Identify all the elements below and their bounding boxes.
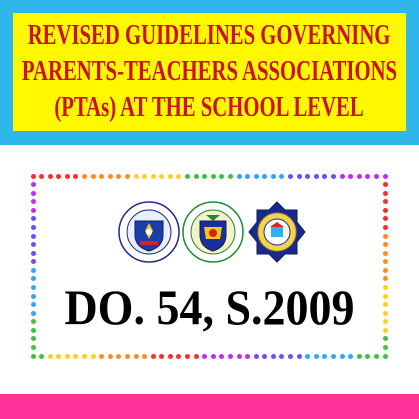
frame-dot — [340, 354, 345, 359]
frame-dot — [73, 354, 78, 359]
header-band — [0, 0, 419, 145]
frame-dot — [125, 174, 130, 179]
frame-dot — [383, 354, 388, 359]
frame-dot — [383, 234, 388, 239]
logo-row — [118, 196, 308, 268]
frame-dot — [383, 259, 388, 264]
frame-dot — [108, 174, 113, 179]
frame-dot — [73, 174, 78, 179]
footer-band — [0, 394, 419, 419]
frame-dot — [305, 174, 310, 179]
frame-dot — [331, 174, 336, 179]
frame-dot — [134, 354, 139, 359]
frame-dot — [365, 174, 370, 179]
frame-dot — [91, 354, 96, 359]
frame-dot — [176, 174, 181, 179]
frame-dot — [365, 354, 370, 359]
frame-dot — [254, 354, 259, 359]
frame-dot — [262, 354, 267, 359]
frame-dot — [314, 174, 319, 179]
frame-dot — [305, 354, 310, 359]
frame-dot — [31, 182, 36, 187]
frame-dot — [134, 174, 139, 179]
frame-dot — [357, 174, 362, 179]
frame-dot — [125, 354, 130, 359]
frame-dot — [31, 199, 36, 204]
frame-dot — [271, 354, 276, 359]
frame-dot — [288, 174, 293, 179]
title-line-3: (PTAs) AT THE SCHOOL LEVEL — [54, 92, 365, 123]
frame-dot — [31, 251, 36, 256]
frame-dot — [176, 354, 181, 359]
frame-dot — [383, 251, 388, 256]
frame-dot — [31, 354, 36, 359]
frame-dot — [56, 354, 61, 359]
frame-dot — [31, 208, 36, 213]
frame-dot — [99, 354, 104, 359]
frame-dot — [31, 225, 36, 230]
frame-dot — [357, 354, 362, 359]
frame-dot — [237, 174, 242, 179]
frame-dot — [322, 354, 327, 359]
frame-dot — [31, 234, 36, 239]
frame-dot — [262, 174, 267, 179]
frame-dot — [348, 174, 353, 179]
frame-dot — [31, 216, 36, 221]
frame-dot — [374, 174, 379, 179]
title-line-2: PARENTS-TEACHERS ASSOCIATIONS — [21, 56, 398, 87]
frame-dot — [99, 174, 104, 179]
frame-dot — [374, 354, 379, 359]
frame-dot — [65, 174, 70, 179]
school-badge-icon — [246, 201, 308, 263]
frame-dot — [194, 354, 199, 359]
frame-dot — [116, 354, 121, 359]
frame-dot — [31, 345, 36, 350]
deped-seal-icon — [118, 201, 180, 263]
frame-dot — [159, 354, 164, 359]
frame-dot — [31, 242, 36, 247]
frame-dot — [168, 354, 173, 359]
frame-dot — [297, 174, 302, 179]
frame-dot — [383, 242, 388, 247]
frame-dot — [383, 182, 388, 187]
frame-dot — [245, 174, 250, 179]
frame-dot — [383, 345, 388, 350]
frame-dot — [297, 354, 302, 359]
frame-dot — [228, 354, 233, 359]
frame-dot — [211, 354, 216, 359]
frame-dot — [202, 174, 207, 179]
frame-dot — [331, 354, 336, 359]
frame-dot — [279, 174, 284, 179]
frame-dot — [383, 336, 388, 341]
frame-dot — [185, 174, 190, 179]
frame-dot — [211, 174, 216, 179]
frame-dot — [383, 216, 388, 221]
frame-dot — [31, 336, 36, 341]
frame-dot — [82, 354, 87, 359]
frame-dot — [168, 174, 173, 179]
frame-dot — [237, 354, 242, 359]
frame-dot — [383, 208, 388, 213]
frame-dot — [279, 354, 284, 359]
frame-dot — [340, 174, 345, 179]
frame-dot — [31, 191, 36, 196]
frame-dot — [219, 354, 224, 359]
frame-dot — [39, 354, 44, 359]
frame-dot — [65, 354, 70, 359]
order-number: DO. 54, S.2009 — [64, 279, 355, 335]
frame-dot — [56, 174, 61, 179]
frame-dot — [91, 174, 96, 179]
deped-division-seal-icon — [182, 201, 244, 263]
frame-dot — [228, 174, 233, 179]
frame-dot — [82, 174, 87, 179]
frame-dot — [142, 174, 147, 179]
frame-dot — [185, 354, 190, 359]
frame-dot — [383, 268, 388, 273]
frame-dot — [151, 354, 156, 359]
frame-dot — [31, 268, 36, 273]
frame-dot — [31, 174, 36, 179]
frame-dot — [348, 354, 353, 359]
frame-dot — [219, 174, 224, 179]
frame-dot — [288, 354, 293, 359]
frame-dot — [159, 174, 164, 179]
frame-dot — [194, 174, 199, 179]
frame-dot — [48, 174, 53, 179]
frame-dot — [383, 191, 388, 196]
frame-dot — [271, 174, 276, 179]
title-box — [13, 13, 406, 131]
frame-dot — [48, 354, 53, 359]
frame-dot — [383, 225, 388, 230]
frame-dot — [245, 354, 250, 359]
frame-dot — [254, 174, 259, 179]
frame-dot — [116, 174, 121, 179]
frame-dot — [31, 259, 36, 264]
frame-dot — [202, 354, 207, 359]
frame-dot — [383, 174, 388, 179]
title-line-1: REVISED GUIDELINES GOVERNING — [28, 20, 391, 51]
frame-dot — [322, 174, 327, 179]
frame-dot — [151, 174, 156, 179]
frame-dot — [108, 354, 113, 359]
frame-dot — [383, 199, 388, 204]
frame-dot — [314, 354, 319, 359]
frame-dot — [142, 354, 147, 359]
frame-dot — [39, 174, 44, 179]
